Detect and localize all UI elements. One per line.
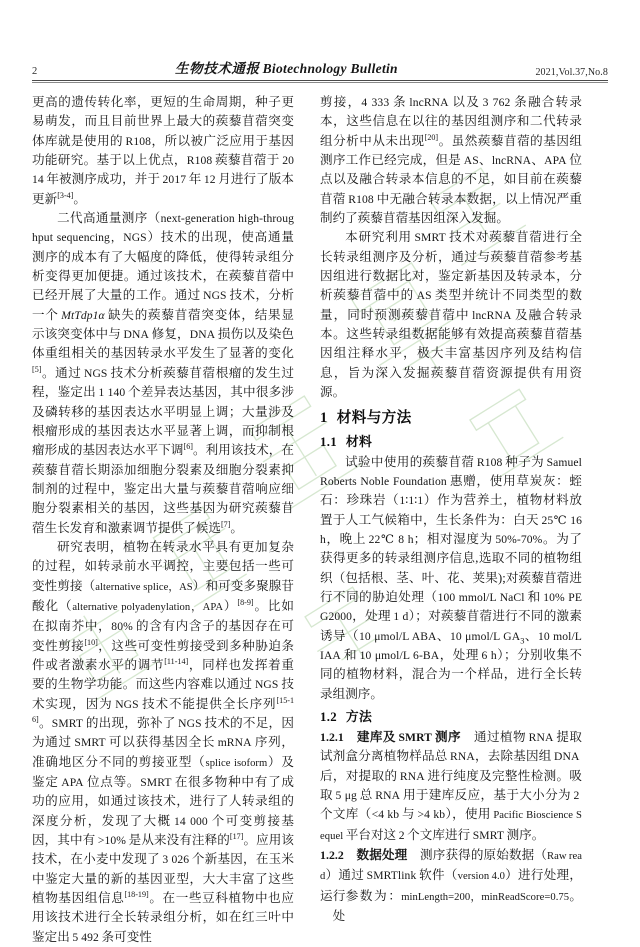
paragraph-method-121: 1.2.1 建库及 SMRT 测序 通过植物 RNA 提取试剂盒分离植物样品总 RNA，去除基因组 DNA 后，对提取的 RNA 进行纯度及完整性检测。吸取 5 μg 总 RNA 用于建库反应，基于大小分为 2 个文库（<4 kb 与 >4 kb），使用 Pacific Bioscience Sequel 平台对这 2 个文库进行 SMRT 测序。 [320, 729, 583, 842]
subsection-title: 材料 [345, 434, 373, 449]
paragraph-method-122: 1.2.2 数据处理 测序获得的原始数据（Raw read）通过 SMRTlink 软件（version 4.0）进行处理，运行参 数 为 ：minLength=200，minReadScore=0.75。 处 [320, 848, 582, 924]
paragraph-study-aim: 本研究利用 SMRT 技术对蒺藜苜蓿进行全长转录组测序及分析，通过与蒺藜苜蓿参考基因组进行数据比对，鉴定新基因及转录本，分析蒺藜苜蓿中的 AS 类型并统计不同类型的数量，同时预测蒺藜苜蓿中 lncRNA 及融合转录本。这些转录组数据能够有效提高蒺藜苜蓿基因组注释水平，极大丰富基因序列及结构信息，旨为深入发掘蒺藜苜蓿资源提供有用资源。 [320, 230, 583, 400]
running-head [32, 52, 608, 81]
section-title: 材料与方法 [336, 409, 412, 426]
section-heading-1-1 [320, 432, 582, 452]
paragraph-continuation: 更高的遗传转化率，更短的生命周期，种子更易萌发，而且目前世界上最大的蒺藜苜蓿突变体库就是使用的 R108，所以被广泛应用于基因功能研究。基于以上优点，R108 蒺藜苜蓿于 2014 年被测序成功，并于 2017 年 12 月进行了版本更新[3-4]。 [32, 95, 294, 206]
paragraph-as-apa: 研究表明，植物在转录水平具有更加复杂的过程，如转录前水平调控，主要包括一些可变性剪接（alternative splice，AS）和可变多聚腺苷酸化（alternative polyadenylation，APA）[8-9]。比如在拟南芥中，80% 的含有内含子的基因存在可变性剪接[10]，这些可变性剪接受到多种胁迫条件或者激素水平的调节[11-14]，同样也发挥着重要的生物学功能。而这些内容难以通过 NGS 技术实现，因为 NGS 技术不能提供全长序列[15-16]。SMRT 的出现，弥补了 NGS 技术的不足，因为通过 SMRT 可以获得基因全长 mRNA 序列，准确地区分不同的剪接亚型（splice isoform）及鉴定 APA 位点等。SMRT 在很多物种中有了成功的应用，如通过该技术，进行了人转录组的深度分析，发现了大概 14 000 个可变剪接基因，其中有 >10% 是从来没有注释的[17]。应用该技术，在小麦中发现了 3 026 个新基因，在玉米中鉴定大量的新的基因亚型，大大丰富了这些植物基因组信息[18-19]。在一些豆科植物中也应用该技术进行全长转录组分析，如在红三叶中鉴定出 5 492 条可变性 [32, 539, 295, 944]
paragraph-lncrna: 剪接，4 333 条 lncRNA 以及 3 762 条融合转录本，这些信息在以往的基因组测序和二代转录组分析中从未出现[20]。虽然蒺藜苜蓿的基因组测序工作已经完成，但是 AS、lncRNA、APA 位点以及融合转录本信息的不足，如目前在蒺藜苜蓿 R108 中无融合转录本数据，以上情况严重制约了蒺藜苜蓿基因组深入发掘。 [320, 95, 582, 226]
section-heading-1-2 [320, 707, 582, 727]
two-column-body [32, 93, 608, 947]
page-number: 2 [32, 66, 38, 78]
paragraph-ngs-intro: 二代高通量测序（next-generation high-throughput sequencing，NGS）技术的出现，使高通量测序的成本有了大幅度的降低，使得转录组分析变得更加便捷。通过该技术，在蒺藜苜蓿中已经开展了大量的工作。通过 NGS 技术，分析一个 MtTdp1α 缺失的蒺藜苜蓿突变体，结果显示该突变体中与 DNA 修复，DNA 损伤以及染色体重组相关的基因转录水平发生了显著的变化[5]。通过 NGS 技术分析蒺藜苜蓿根瘤的发生过程，鉴定出 1 140 个差异表达基因，其中很多涉及磷转移的基因表达水平明显上调；大量涉及根瘤形成的基因表达水平显著上调，而抑制根瘤形成的基因表达水平下调[6]。利用该技术，在蒺藜苜蓿长期添加细胞分裂素及细胞分裂素抑制剂的过程中，鉴定出大量与蒺藜苜蓿响应细胞分裂素相关的基因，这些基因为研究蒺藜苜蓿生长发育和激素调节提供了候选[7]。 [32, 211, 295, 535]
section-number: 1 [320, 409, 328, 426]
method-title-122: 数据处理 [356, 848, 408, 863]
method-title-121: 建库及 SMRT 测序 [356, 729, 461, 744]
journal-title [37, 60, 535, 78]
paragraph-materials: 试验中使用的蒺藜苜蓿 R108 种子为 Samuel Roberts Noble Foundation 惠赠，使用草炭灰：蛭石：珍珠岩（1∶1∶1）作为营养土，植物材料放置于人工气候箱中，生长条件为：白天 25℃ 16 h，晚上 22℃ 8 h；相对湿度为 50%-70%。为了获得更多的转录组测序信息,选取不同的植物组织（包括根、茎、叶、花、荚果);对蒺藜苜蓿进行不同的胁迫处理（100 mmol/L NaCl 和 10% PEG2000，处理 1 d）；对蒺藜苜蓿进行不同的激素诱导（10 μmol/L ABA、10 μmol/L $GA_3$、10 mol/L IAA 和 10 μmol/L 6-BA，处理 6 h）；分别收集不同的植物材料，混合为一个样品，进行全长转录组测序。 [320, 454, 583, 701]
method-number-121: 1.2.1 [320, 729, 344, 744]
issue-info: 2021,Vol.37,No.8 [535, 67, 608, 78]
subsection-number-methods: 1.2 [320, 709, 337, 724]
subsection-number: 1.1 [320, 434, 337, 449]
journal-title-en: Biotechnology Bulletin [262, 61, 398, 77]
section-heading-1 [320, 408, 582, 429]
journal-title-cn: 生物技术通报 [175, 61, 260, 78]
right-column [320, 93, 582, 926]
method-number-122: 1.2.2 [320, 848, 344, 863]
subsection-title-methods: 方法 [345, 709, 373, 724]
left-column [32, 93, 294, 947]
